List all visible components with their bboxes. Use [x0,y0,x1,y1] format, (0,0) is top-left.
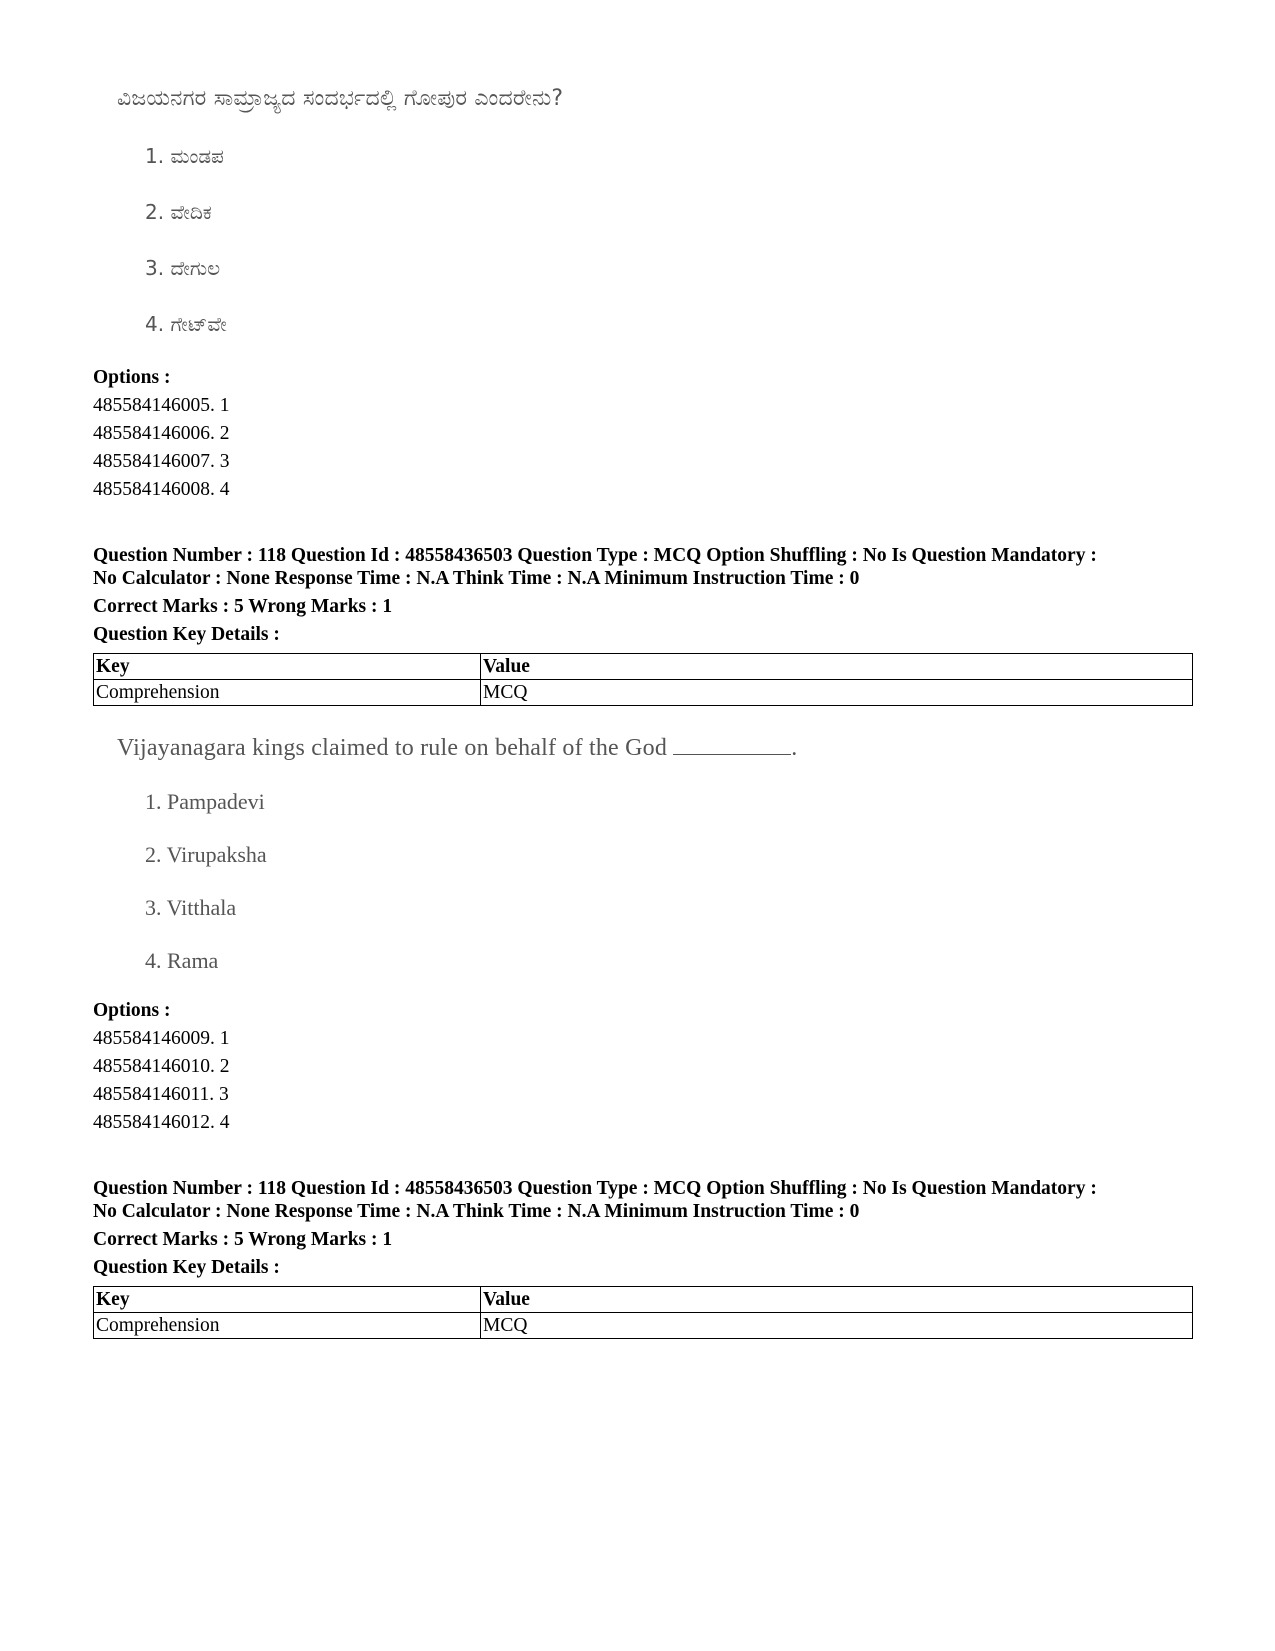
option-id-1: 485584146005. 1 [93,395,230,416]
table-header-row [94,654,1193,680]
question-stem: ವಿಜಯನಗರ ಸಾಮ್ರಾಜ್ಯದ ಸಂದರ್ಭದಲ್ಲಿ ಗೋಪುರ ಎಂದರೇನು? [117,86,564,111]
table-cell-key: Comprehension [94,680,481,706]
option-id-2: 485584146006. 2 [93,423,230,444]
choice-3: 3. Vitthala [145,895,237,920]
marks-line: Correct Marks : 5 Wrong Marks : 1 [93,596,393,617]
table-header-key: Key [94,654,481,680]
table-cell-value: MCQ [481,680,1193,706]
table-cell-key: Comprehension [94,1313,481,1339]
option-id-1: 485584146009. 1 [93,1028,230,1049]
table-row [94,1313,1193,1339]
option-id-3: 485584146007. 3 [93,451,230,472]
question-stem [117,735,797,762]
choice-2: 2. ವೇದಿಕ [145,200,212,224]
table-header-row [94,1287,1193,1313]
table-cell-value: MCQ [481,1313,1193,1339]
option-id-2: 485584146010. 2 [93,1056,230,1077]
choice-2: 2. Virupaksha [145,842,267,867]
question-meta-line2: No Calculator : None Response Time : N.A Think Time : N.A Minimum Instruction Time : 0 [93,1201,860,1222]
question-meta-line1: Question Number : 118 Question Id : 48558436503 Question Type : MCQ Option Shuffling : No Is Question Mandatory : [93,545,1097,566]
table-header-value: Value [481,1287,1193,1313]
answer-blank [673,736,791,755]
question-meta-line2: No Calculator : None Response Time : N.A Think Time : N.A Minimum Instruction Time : 0 [93,568,860,589]
options-label: Options : [93,1000,171,1021]
question-stem-end: . [791,735,798,761]
marks-line: Correct Marks : 5 Wrong Marks : 1 [93,1229,393,1250]
option-id-3: 485584146011. 3 [93,1084,229,1105]
question-stem-text: Vijayanagara kings claimed to rule on behalf of the God [117,735,668,761]
choice-4: 4. ಗೇಟ್‌ವೇ [145,312,227,336]
key-details-label: Question Key Details : [93,1257,280,1278]
question-meta-line1: Question Number : 118 Question Id : 48558436503 Question Type : MCQ Option Shuffling : No Is Question Mandatory : [93,1178,1097,1199]
option-id-4: 485584146012. 4 [93,1112,230,1133]
table-row [94,680,1193,706]
options-label: Options : [93,367,171,388]
choice-4: 4. Rama [145,948,219,973]
key-value-table [93,1286,1193,1339]
choice-1: 1. Pampadevi [145,789,265,814]
key-details-label: Question Key Details : [93,624,280,645]
choice-1: 1. ಮಂಡಪ [145,144,224,168]
option-id-4: 485584146008. 4 [93,479,230,500]
key-value-table [93,653,1193,706]
choice-3: 3. ದೇಗುಲ [145,256,221,280]
table-header-value: Value [481,654,1193,680]
table-header-key: Key [94,1287,481,1313]
